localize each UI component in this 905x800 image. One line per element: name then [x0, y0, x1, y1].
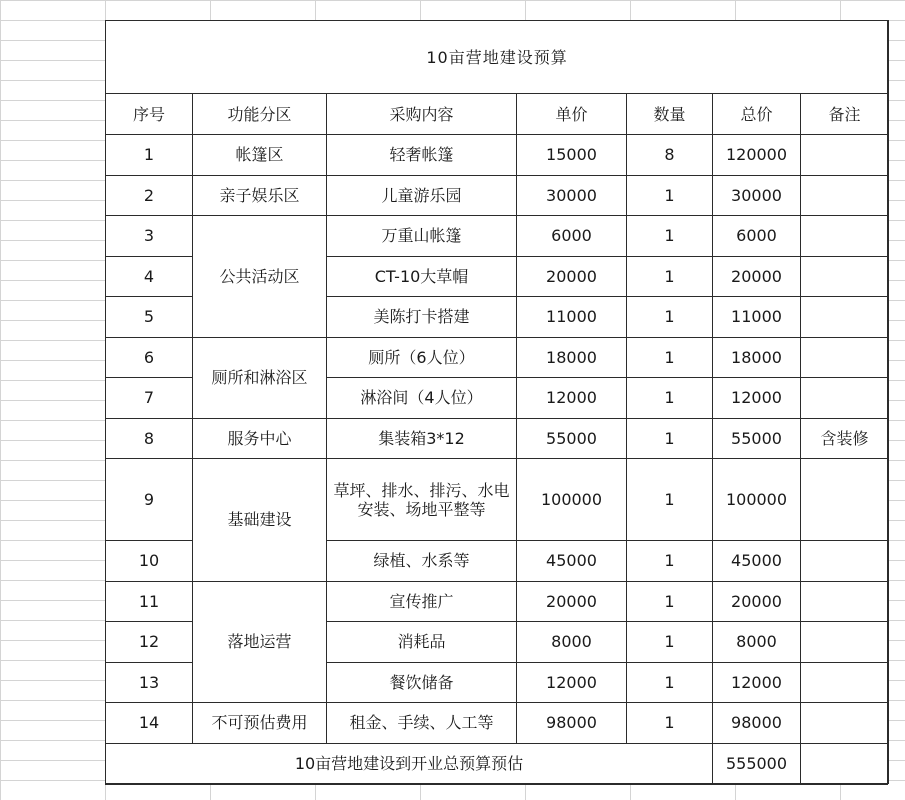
header-zone: 功能分区	[193, 94, 327, 135]
cell-item[interactable]: 租金、手续、人工等	[327, 703, 517, 744]
cell-item[interactable]: 宣传推广	[327, 581, 517, 622]
cell-zone-tent[interactable]: 帐篷区	[193, 135, 327, 176]
cell-price[interactable]: 12000	[517, 378, 627, 419]
budget-table	[105, 20, 889, 784]
cell-seq[interactable]: 8	[106, 418, 193, 459]
cell-qty[interactable]: 1	[627, 703, 713, 744]
cell-zone-public[interactable]: 公共活动区	[193, 216, 327, 338]
header-seq: 序号	[106, 94, 193, 135]
cell-zone-kids[interactable]: 亲子娱乐区	[193, 175, 327, 216]
cell-total[interactable]: 11000	[713, 297, 801, 338]
cell-item[interactable]: 儿童游乐园	[327, 175, 517, 216]
cell-note[interactable]	[801, 256, 889, 297]
cell-seq[interactable]: 2	[106, 175, 193, 216]
summary-total[interactable]: 555000	[713, 743, 801, 784]
cell-note[interactable]	[801, 703, 889, 744]
cell-seq[interactable]: 7	[106, 378, 193, 419]
cell-price[interactable]: 6000	[517, 216, 627, 257]
cell-qty[interactable]: 1	[627, 622, 713, 663]
cell-total[interactable]: 20000	[713, 581, 801, 622]
cell-note[interactable]	[801, 297, 889, 338]
cell-seq[interactable]: 6	[106, 337, 193, 378]
header-total: 总价	[713, 94, 801, 135]
cell-seq[interactable]: 10	[106, 541, 193, 582]
cell-total[interactable]: 98000	[713, 703, 801, 744]
cell-note[interactable]	[801, 216, 889, 257]
cell-price[interactable]: 55000	[517, 418, 627, 459]
table-row	[106, 581, 889, 622]
table-row	[106, 703, 889, 744]
cell-price[interactable]: 15000	[517, 135, 627, 176]
cell-price[interactable]: 45000	[517, 541, 627, 582]
table-title: 10亩营地建设预算	[106, 21, 889, 94]
cell-price[interactable]: 11000	[517, 297, 627, 338]
cell-note[interactable]	[801, 459, 889, 541]
cell-note[interactable]	[801, 135, 889, 176]
cell-total[interactable]: 20000	[713, 256, 801, 297]
cell-item[interactable]: 万重山帐篷	[327, 216, 517, 257]
table-row	[106, 216, 889, 257]
header-row	[106, 94, 889, 135]
cell-qty[interactable]: 1	[627, 459, 713, 541]
cell-item[interactable]: 绿植、水系等	[327, 541, 517, 582]
cell-total[interactable]: 55000	[713, 418, 801, 459]
cell-zone-infra[interactable]: 基础建设	[193, 459, 327, 582]
cell-seq[interactable]: 12	[106, 622, 193, 663]
cell-zone-wc[interactable]: 厕所和淋浴区	[193, 337, 327, 418]
cell-qty[interactable]: 1	[627, 337, 713, 378]
cell-seq[interactable]: 9	[106, 459, 193, 541]
cell-zone-misc[interactable]: 不可预估费用	[193, 703, 327, 744]
cell-seq[interactable]: 4	[106, 256, 193, 297]
cell-seq[interactable]: 3	[106, 216, 193, 257]
cell-zone-service[interactable]: 服务中心	[193, 418, 327, 459]
cell-qty[interactable]: 1	[627, 175, 713, 216]
cell-note[interactable]	[801, 662, 889, 703]
header-note: 备注	[801, 94, 889, 135]
cell-qty[interactable]: 1	[627, 216, 713, 257]
cell-total[interactable]: 18000	[713, 337, 801, 378]
cell-total[interactable]: 100000	[713, 459, 801, 541]
cell-qty[interactable]: 1	[627, 378, 713, 419]
cell-qty[interactable]: 1	[627, 541, 713, 582]
cell-seq[interactable]: 11	[106, 581, 193, 622]
cell-seq[interactable]: 5	[106, 297, 193, 338]
summary-row	[106, 743, 889, 784]
cell-price[interactable]: 12000	[517, 662, 627, 703]
cell-item[interactable]: 轻奢帐篷	[327, 135, 517, 176]
cell-total[interactable]: 8000	[713, 622, 801, 663]
table-row	[106, 135, 889, 176]
summary-note[interactable]	[801, 743, 889, 784]
table-row	[106, 337, 889, 378]
cell-total[interactable]: 6000	[713, 216, 801, 257]
cell-note[interactable]	[801, 622, 889, 663]
cell-note[interactable]	[801, 378, 889, 419]
cell-qty[interactable]: 1	[627, 662, 713, 703]
cell-total[interactable]: 120000	[713, 135, 801, 176]
cell-price[interactable]: 98000	[517, 703, 627, 744]
header-price: 单价	[517, 94, 627, 135]
cell-total[interactable]: 12000	[713, 378, 801, 419]
budget-sheet	[105, 20, 888, 785]
table-row	[106, 175, 889, 216]
cell-qty[interactable]: 1	[627, 297, 713, 338]
cell-price[interactable]: 20000	[517, 581, 627, 622]
cell-price[interactable]: 30000	[517, 175, 627, 216]
cell-price[interactable]: 100000	[517, 459, 627, 541]
cell-item[interactable]: 餐饮储备	[327, 662, 517, 703]
cell-zone-ops[interactable]: 落地运营	[193, 581, 327, 703]
cell-note[interactable]	[801, 581, 889, 622]
table-row	[106, 418, 889, 459]
cell-total[interactable]: 12000	[713, 662, 801, 703]
cell-qty[interactable]: 1	[627, 256, 713, 297]
cell-total[interactable]: 45000	[713, 541, 801, 582]
cell-price[interactable]: 8000	[517, 622, 627, 663]
cell-item[interactable]: 美陈打卡搭建	[327, 297, 517, 338]
cell-seq[interactable]: 1	[106, 135, 193, 176]
cell-seq[interactable]: 13	[106, 662, 193, 703]
table-row	[106, 459, 889, 541]
cell-qty[interactable]: 1	[627, 581, 713, 622]
cell-note[interactable]: 含装修	[801, 418, 889, 459]
cell-item[interactable]: 集装箱3*12	[327, 418, 517, 459]
cell-total[interactable]: 30000	[713, 175, 801, 216]
cell-qty[interactable]: 1	[627, 418, 713, 459]
cell-item[interactable]: CT-10大草帽	[327, 256, 517, 297]
header-qty: 数量	[627, 94, 713, 135]
cell-seq[interactable]: 14	[106, 703, 193, 744]
summary-label[interactable]: 10亩营地建设到开业总预算预估	[106, 743, 713, 784]
cell-note[interactable]	[801, 337, 889, 378]
cell-note[interactable]	[801, 175, 889, 216]
cell-item[interactable]: 厕所（6人位）	[327, 337, 517, 378]
cell-item[interactable]: 淋浴间（4人位）	[327, 378, 517, 419]
cell-price[interactable]: 20000	[517, 256, 627, 297]
cell-qty[interactable]: 8	[627, 135, 713, 176]
cell-price[interactable]: 18000	[517, 337, 627, 378]
cell-item[interactable]: 消耗品	[327, 622, 517, 663]
header-item: 采购内容	[327, 94, 517, 135]
cell-item[interactable]: 草坪、排水、排污、水电安装、场地平整等	[327, 459, 517, 541]
cell-note[interactable]	[801, 541, 889, 582]
